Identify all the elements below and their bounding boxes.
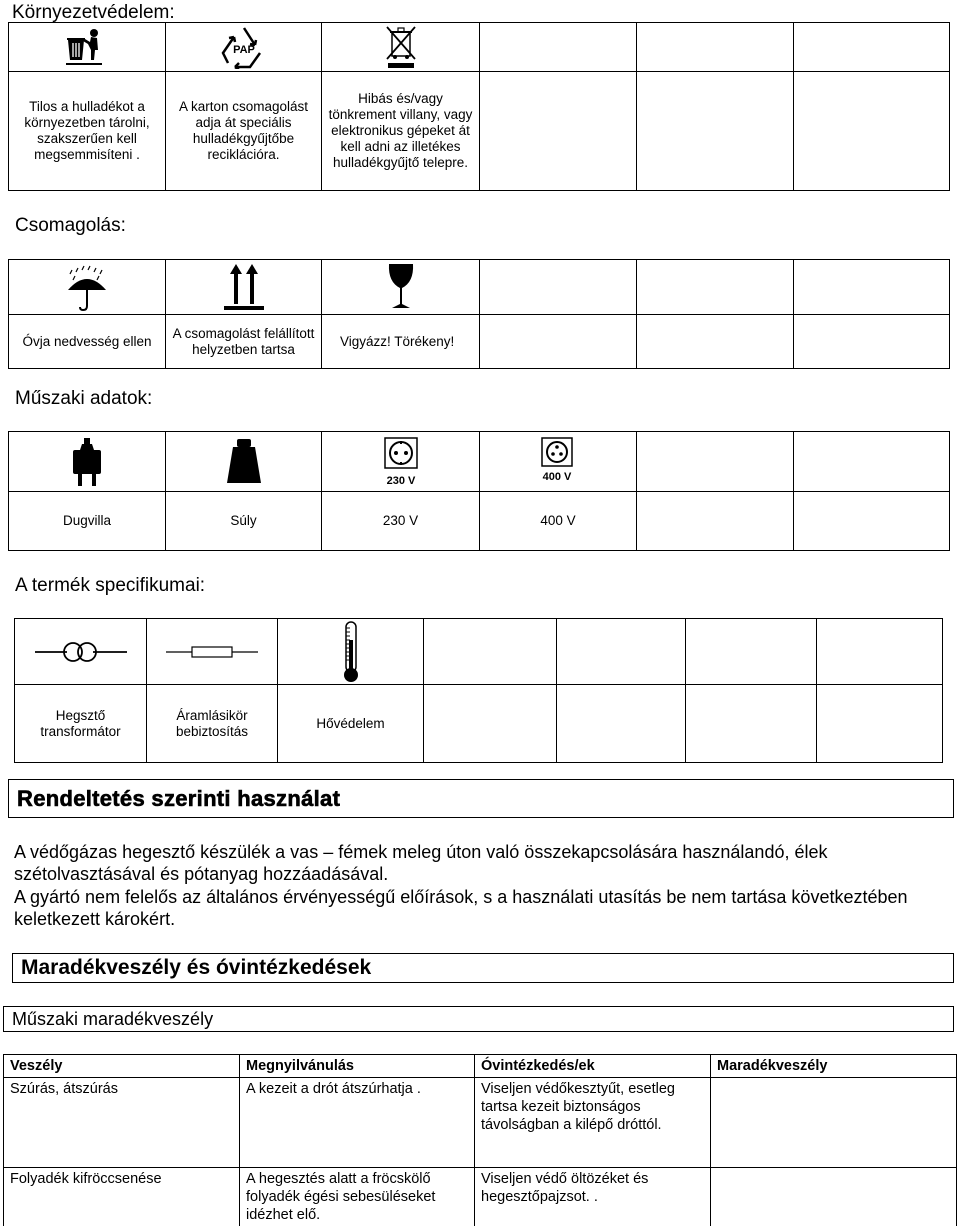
pack-empty-cell [794,315,950,369]
spec-table [14,618,943,763]
fragile-glass-icon [384,262,418,312]
spec-icon-cell-1 [15,619,147,685]
pack-empty-cell [480,260,637,315]
this-way-up-icon [222,262,266,312]
risk-cell [711,1078,957,1168]
spec-icon-cell-3 [278,619,424,685]
spec-heading: A termék specifikumai: [15,575,206,596]
paper-recycling-icon [220,25,268,69]
risk-col-header: Maradékveszély [711,1055,957,1078]
socket-400v-icon [528,436,588,488]
env-caption-3: Hibás és/vagy tönkrement villany, vagy elektronikus gépeket át kell adni az illetékes hulladékgyűjtő telepre. [322,72,480,191]
env-heading: Környezetvédelem: [12,2,175,23]
tech-empty-cell [637,492,794,551]
tech-caption-2: Súly [166,492,322,551]
pack-icon-cell-2 [166,260,322,315]
risk-cell: Viseljen védőkesztyűt, esetleg tartsa kezeit biztonságos távolságban a kilépő dróttól. [475,1078,711,1168]
env-icon-cell-2 [166,23,322,72]
spec-empty-cell [424,619,557,685]
usage-paragraph-1: A védőgázas hegesztő készülék a vas – fémek meleg úton való összekapcsolására használandó, élek szétolvasztásával és pótanyag hozzáadásával. [14,842,828,884]
env-empty-cell [637,23,794,72]
fuse-icon [164,642,260,662]
tech-table [8,431,950,551]
usage-paragraph-2: A gyártó nem felelős az általános érvényességű előírások, s a használati utasítás be nem tartása következtében keletkezett károkért. [14,887,908,929]
usage-heading: Rendeltetés szerinti használat [17,785,341,811]
tech-icon-cell-3 [322,432,480,492]
pack-caption-1: Óvja nedvesség ellen [9,315,166,369]
pack-icon-cell-1 [9,260,166,315]
spec-empty-cell [817,619,943,685]
spec-empty-cell [557,619,686,685]
tech-empty-cell [794,492,950,551]
residual-risk-table [3,1054,957,1226]
weee-bin-icon [384,24,418,70]
risk-col-header: Óvintézkedés/ek [475,1055,711,1078]
pack-empty-cell [794,260,950,315]
pack-caption-2: A csomagolást felállított helyzetben tartsa [166,315,322,369]
spec-caption-1: Hegsztő transformátor [15,685,147,763]
env-empty-cell [637,72,794,191]
env-table [8,22,950,191]
risk-cell: A kezeit a drót átszúrhatja . [240,1078,475,1168]
risk-cell: A hegesztés alatt a fröcskölő folyadék égési sebesüléseket idézhet elő. [240,1168,475,1226]
pack-icon-cell-3 [322,260,480,315]
spec-caption-3: Hővédelem [278,685,424,763]
tech-icon-cell-4 [480,432,637,492]
table-row [4,1168,957,1226]
tech-icon-cell-2 [166,432,322,492]
env-caption-2: A karton csomagolást adja át speciális hulladékgyűjtőbe reciklációra. [166,72,322,191]
spec-caption-2: Áramlásikör bebiztosítás [147,685,278,763]
pack-empty-cell [637,260,794,315]
transformer-icon [33,639,129,665]
pack-empty-cell [637,315,794,369]
residual-subheading: Műszaki maradékveszély [12,1008,214,1029]
pack-table [8,259,950,369]
spec-icon-cell-2 [147,619,278,685]
tech-heading: Műszaki adatok: [15,388,153,409]
risk-cell: Viseljen védő öltözéket és hegesztőpajzsot. . [475,1168,711,1226]
tech-caption-3: 230 V [322,492,480,551]
spec-empty-cell [424,685,557,763]
residual-heading-box [12,953,954,983]
pack-empty-cell [480,315,637,369]
env-icon-cell-1 [9,23,166,72]
residual-subheading-box [3,1006,954,1032]
spec-empty-cell [686,619,817,685]
risk-cell: Folyadék kifröccsenése [4,1168,240,1226]
plug-icon [67,436,107,488]
env-empty-cell [480,72,637,191]
tech-empty-cell [637,432,794,492]
pap-label: PAP [232,44,255,56]
table-row [4,1078,957,1168]
residual-heading: Maradékveszély és óvintézkedések [21,956,372,979]
tech-icon-cell-1 [9,432,166,492]
risk-cell: Szúrás, átszúrás [4,1078,240,1168]
spec-empty-cell [557,685,686,763]
thermometer-icon [341,620,361,684]
risk-table-header-row [4,1055,957,1078]
weight-icon [223,437,265,487]
env-empty-cell [794,23,950,72]
env-icon-cell-3 [322,23,480,72]
env-empty-cell [480,23,637,72]
risk-cell [711,1168,957,1226]
no-litter-icon [64,26,110,68]
socket-400v-label: 400 V [542,470,572,483]
spec-empty-cell [817,685,943,763]
usage-heading-box [8,779,954,818]
env-caption-1: Tilos a hulladékot a környezetben tárolni, szakszerűen kell megsemmisíteni . [9,72,166,191]
tech-empty-cell [794,432,950,492]
spec-empty-cell [686,685,817,763]
tech-caption-4: 400 V [480,492,637,551]
umbrella-rain-icon [64,262,110,312]
pack-caption-3: Vigyázz! Törékeny! [322,315,480,369]
risk-col-header: Megnyilvánulás [240,1055,475,1078]
socket-230v-icon [371,436,431,488]
tech-caption-1: Dugvilla [9,492,166,551]
pack-heading: Csomagolás: [15,215,126,236]
env-empty-cell [794,72,950,191]
socket-230v-label: 230 V [386,474,415,487]
risk-col-header: Veszély [4,1055,240,1078]
